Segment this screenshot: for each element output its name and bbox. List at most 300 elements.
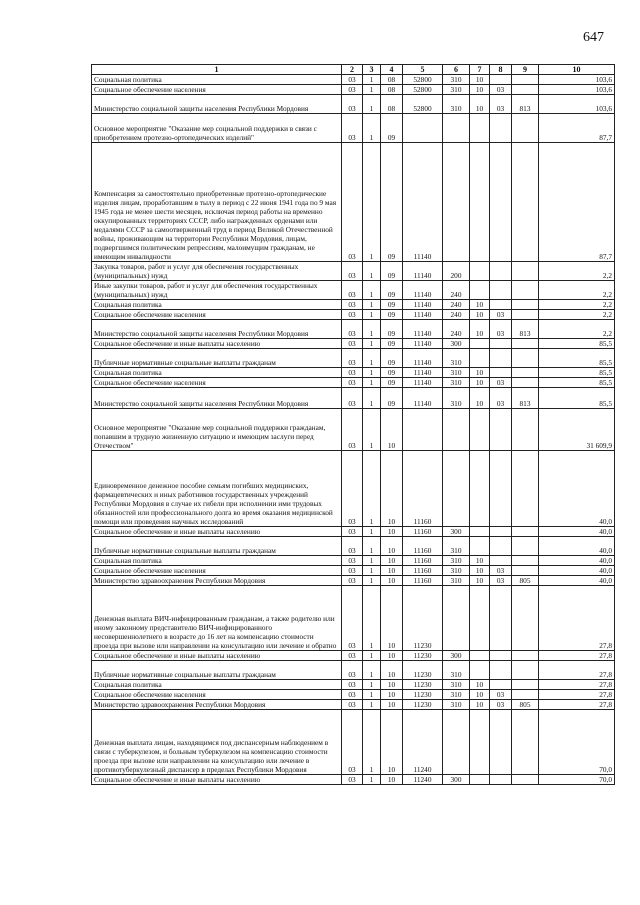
table-row: [92, 95, 615, 114]
row-code-cell: [490, 349, 512, 368]
row-name-cell: Публичные нормативные социальные выплаты гражданам: [92, 349, 342, 368]
row-code-cell: 11140: [403, 310, 443, 320]
row-code-cell: 10: [470, 85, 490, 95]
row-code-cell: 200: [443, 262, 470, 281]
row-code-cell: [490, 586, 512, 651]
row-code-cell: 03: [342, 576, 363, 586]
row-code-cell: 1: [363, 409, 381, 451]
row-code-cell: 03: [342, 775, 363, 785]
row-code-cell: 09: [381, 339, 403, 349]
row-code-cell: 85,5: [539, 378, 615, 388]
row-code-cell: 52800: [403, 95, 443, 114]
row-code-cell: 11140: [403, 281, 443, 300]
row-code-cell: [470, 651, 490, 661]
row-code-cell: [512, 680, 539, 690]
row-code-cell: 310: [443, 566, 470, 576]
row-code-cell: 08: [381, 85, 403, 95]
row-code-cell: 805: [512, 576, 539, 586]
row-code-cell: [443, 114, 470, 143]
row-code-cell: 27,8: [539, 651, 615, 661]
header-cell: 2: [342, 65, 363, 75]
row-code-cell: 310: [443, 680, 470, 690]
row-code-cell: 03: [342, 388, 363, 409]
table-row: [92, 262, 615, 281]
row-code-cell: 813: [512, 320, 539, 339]
row-code-cell: 2,2: [539, 281, 615, 300]
header-cell: 4: [381, 65, 403, 75]
row-name-cell: Министерство социальной защиты населения Республики Мордовия: [92, 388, 342, 409]
row-code-cell: 11140: [403, 300, 443, 310]
row-code-cell: 09: [381, 310, 403, 320]
row-code-cell: 11230: [403, 700, 443, 710]
row-code-cell: 11140: [403, 349, 443, 368]
row-code-cell: 09: [381, 143, 403, 262]
row-code-cell: 240: [443, 300, 470, 310]
row-code-cell: 40,0: [539, 556, 615, 566]
row-code-cell: 10: [470, 95, 490, 114]
row-code-cell: 03: [342, 262, 363, 281]
row-code-cell: 300: [443, 527, 470, 537]
header-cell: 5: [403, 65, 443, 75]
row-code-cell: 10: [381, 586, 403, 651]
row-code-cell: 10: [470, 576, 490, 586]
row-code-cell: 10: [381, 775, 403, 785]
row-code-cell: 10: [470, 320, 490, 339]
header-cell: 3: [363, 65, 381, 75]
table-row: [92, 114, 615, 143]
row-code-cell: 310: [443, 700, 470, 710]
row-code-cell: 03: [342, 378, 363, 388]
row-code-cell: 10: [381, 576, 403, 586]
header-cell: 7: [470, 65, 490, 75]
row-code-cell: 03: [490, 320, 512, 339]
row-code-cell: 52800: [403, 85, 443, 95]
row-code-cell: [470, 143, 490, 262]
table-row: [92, 300, 615, 310]
row-code-cell: 40,0: [539, 576, 615, 586]
row-code-cell: 11160: [403, 527, 443, 537]
row-code-cell: [512, 85, 539, 95]
row-code-cell: [512, 651, 539, 661]
budget-table: [91, 64, 615, 785]
row-code-cell: 11160: [403, 537, 443, 556]
row-code-cell: [490, 527, 512, 537]
row-name-cell: Компенсация за самостоятельно приобретенные протезно-ортопедические изделия лицам, проработавшим в тылу в период с 22 июня 1941 года по 9 мая 1945 года не менее шести месяцев, исключая период работы на временно оккупированных территориях СССР, либо награжденных орденами или медалями СССР за самоотверженный труд в период Великой Отечественной войны, проживающим на территории Республики Мордовия, лицам, подвергшимся политическим репрессиям, малоимущим гражданам, не имеющим инвалидности: [92, 143, 342, 262]
row-code-cell: 1: [363, 75, 381, 85]
row-name-cell: Публичные нормативные социальные выплаты гражданам: [92, 661, 342, 680]
row-name-cell: Социальное обеспечение населения: [92, 690, 342, 700]
table-row: [92, 85, 615, 95]
row-code-cell: 03: [342, 143, 363, 262]
row-code-cell: [512, 378, 539, 388]
row-name-cell: Денежная выплата ВИЧ-инфицированным гражданам, а также родителю или иному законному представителю ВИЧ-инфицированного несовершеннолетнего в возрасте до 16 лет на компенсацию стоимости проезда при вызове или направлении на консультацию или лечение и обратно: [92, 586, 342, 651]
row-code-cell: [490, 451, 512, 527]
row-code-cell: 11160: [403, 576, 443, 586]
row-code-cell: 03: [342, 339, 363, 349]
row-name-cell: Социальная политика: [92, 680, 342, 690]
row-code-cell: 10: [470, 680, 490, 690]
row-code-cell: [512, 661, 539, 680]
row-code-cell: 85,5: [539, 388, 615, 409]
row-code-cell: 10: [470, 566, 490, 576]
table-row: [92, 527, 615, 537]
row-code-cell: 03: [342, 310, 363, 320]
row-code-cell: 1: [363, 310, 381, 320]
table-row: [92, 451, 615, 527]
row-code-cell: [512, 527, 539, 537]
row-code-cell: 11140: [403, 320, 443, 339]
row-code-cell: 2,2: [539, 310, 615, 320]
row-code-cell: 03: [490, 378, 512, 388]
row-code-cell: [443, 409, 470, 451]
table-row: [92, 320, 615, 339]
row-code-cell: 03: [342, 566, 363, 576]
table-body: [92, 75, 615, 785]
row-code-cell: 03: [490, 700, 512, 710]
row-code-cell: 11160: [403, 451, 443, 527]
row-code-cell: [490, 680, 512, 690]
row-code-cell: [443, 143, 470, 262]
row-code-cell: 1: [363, 710, 381, 775]
header-cell: 10: [539, 65, 615, 75]
table-row: [92, 378, 615, 388]
row-code-cell: 03: [342, 700, 363, 710]
row-code-cell: 10: [470, 378, 490, 388]
row-code-cell: 310: [443, 690, 470, 700]
row-code-cell: [512, 556, 539, 566]
row-code-cell: 03: [342, 680, 363, 690]
row-name-cell: Социальная политика: [92, 75, 342, 85]
table-row: [92, 349, 615, 368]
row-code-cell: 40,0: [539, 566, 615, 576]
row-code-cell: 310: [443, 661, 470, 680]
row-name-cell: Министерство здравоохранения Республики Мордовия: [92, 700, 342, 710]
header-cell: 8: [490, 65, 512, 75]
row-code-cell: 1: [363, 586, 381, 651]
row-code-cell: 1: [363, 378, 381, 388]
row-code-cell: 10: [470, 310, 490, 320]
row-code-cell: 03: [342, 661, 363, 680]
row-code-cell: 03: [490, 85, 512, 95]
row-code-cell: 1: [363, 349, 381, 368]
row-code-cell: 03: [342, 349, 363, 368]
row-code-cell: 11140: [403, 378, 443, 388]
row-code-cell: 11230: [403, 651, 443, 661]
row-code-cell: 11140: [403, 262, 443, 281]
row-code-cell: 1: [363, 690, 381, 700]
row-name-cell: Социальное обеспечение населения: [92, 378, 342, 388]
row-name-cell: Социальное обеспечение населения: [92, 310, 342, 320]
row-code-cell: 03: [342, 114, 363, 143]
row-code-cell: [512, 75, 539, 85]
table-row: [92, 700, 615, 710]
row-code-cell: [443, 451, 470, 527]
row-code-cell: 03: [342, 320, 363, 339]
row-code-cell: 813: [512, 95, 539, 114]
row-code-cell: [443, 710, 470, 775]
row-code-cell: 03: [342, 651, 363, 661]
row-name-cell: Социальное обеспечение и иные выплаты населению: [92, 527, 342, 537]
row-name-cell: Социальная политика: [92, 368, 342, 378]
row-code-cell: 03: [342, 75, 363, 85]
row-name-cell: Социальная политика: [92, 556, 342, 566]
row-code-cell: 2,2: [539, 262, 615, 281]
row-code-cell: 240: [443, 320, 470, 339]
row-code-cell: 11240: [403, 710, 443, 775]
row-code-cell: 310: [443, 388, 470, 409]
row-code-cell: [490, 409, 512, 451]
row-code-cell: [512, 114, 539, 143]
row-code-cell: 03: [490, 388, 512, 409]
table-row: [92, 710, 615, 775]
row-code-cell: 1: [363, 114, 381, 143]
row-code-cell: [512, 690, 539, 700]
row-code-cell: 300: [443, 651, 470, 661]
row-code-cell: 1: [363, 680, 381, 690]
row-code-cell: 10: [470, 300, 490, 310]
row-code-cell: 09: [381, 349, 403, 368]
row-code-cell: 11240: [403, 775, 443, 785]
page-number: 647: [583, 30, 604, 45]
row-code-cell: 03: [490, 95, 512, 114]
row-code-cell: 2,2: [539, 300, 615, 310]
row-name-cell: Социальное обеспечение и иные выплаты населению: [92, 775, 342, 785]
row-code-cell: 240: [443, 310, 470, 320]
row-code-cell: [512, 300, 539, 310]
table-row: [92, 75, 615, 85]
row-code-cell: 1: [363, 651, 381, 661]
row-code-cell: 40,0: [539, 451, 615, 527]
row-code-cell: 85,5: [539, 339, 615, 349]
row-code-cell: 103,6: [539, 85, 615, 95]
row-code-cell: [470, 281, 490, 300]
row-code-cell: 240: [443, 281, 470, 300]
row-code-cell: [403, 114, 443, 143]
row-code-cell: 40,0: [539, 527, 615, 537]
row-code-cell: 1: [363, 576, 381, 586]
row-code-cell: 10: [381, 661, 403, 680]
row-code-cell: 10: [470, 690, 490, 700]
row-code-cell: 1: [363, 85, 381, 95]
row-code-cell: [470, 409, 490, 451]
row-code-cell: [512, 710, 539, 775]
row-name-cell: Социальная политика: [92, 300, 342, 310]
row-code-cell: [470, 775, 490, 785]
row-code-cell: 40,0: [539, 537, 615, 556]
row-code-cell: 52800: [403, 75, 443, 85]
row-code-cell: 87,7: [539, 143, 615, 262]
row-code-cell: 11140: [403, 339, 443, 349]
row-name-cell: Закупка товаров, работ и услуг для обеспечения государственных (муниципальных) нужд: [92, 262, 342, 281]
row-code-cell: [490, 300, 512, 310]
row-code-cell: [470, 527, 490, 537]
row-code-cell: [490, 537, 512, 556]
row-code-cell: [512, 368, 539, 378]
row-code-cell: 09: [381, 368, 403, 378]
row-code-cell: 1: [363, 368, 381, 378]
row-code-cell: [490, 556, 512, 566]
row-code-cell: [512, 566, 539, 576]
row-code-cell: 1: [363, 339, 381, 349]
table-row: [92, 310, 615, 320]
row-code-cell: [490, 710, 512, 775]
row-code-cell: 10: [381, 680, 403, 690]
row-code-cell: [512, 349, 539, 368]
row-code-cell: 11230: [403, 586, 443, 651]
row-code-cell: 10: [381, 566, 403, 576]
row-code-cell: 85,5: [539, 349, 615, 368]
row-code-cell: 10: [470, 556, 490, 566]
row-code-cell: 1: [363, 566, 381, 576]
row-code-cell: [490, 651, 512, 661]
table-row: [92, 339, 615, 349]
row-code-cell: [490, 661, 512, 680]
row-code-cell: 11230: [403, 690, 443, 700]
row-code-cell: 1: [363, 320, 381, 339]
row-code-cell: 310: [443, 368, 470, 378]
row-code-cell: 1: [363, 143, 381, 262]
row-code-cell: [470, 262, 490, 281]
row-code-cell: 310: [443, 75, 470, 85]
row-code-cell: 08: [381, 75, 403, 85]
row-code-cell: 1: [363, 700, 381, 710]
row-code-cell: 11140: [403, 368, 443, 378]
row-code-cell: 09: [381, 320, 403, 339]
row-code-cell: 27,8: [539, 661, 615, 680]
row-code-cell: 813: [512, 388, 539, 409]
row-code-cell: 10: [470, 388, 490, 409]
row-code-cell: 310: [443, 556, 470, 566]
row-code-cell: 2,2: [539, 320, 615, 339]
row-code-cell: [512, 775, 539, 785]
table-row: [92, 388, 615, 409]
row-code-cell: 85,5: [539, 368, 615, 378]
row-code-cell: [490, 281, 512, 300]
row-name-cell: Социальное обеспечение и иные выплаты населению: [92, 651, 342, 661]
table-row: [92, 537, 615, 556]
row-code-cell: 09: [381, 114, 403, 143]
row-code-cell: 1: [363, 661, 381, 680]
row-code-cell: 10: [470, 700, 490, 710]
row-code-cell: 1: [363, 281, 381, 300]
row-code-cell: 27,8: [539, 680, 615, 690]
row-code-cell: 09: [381, 378, 403, 388]
row-code-cell: 1: [363, 556, 381, 566]
header-cell: 6: [443, 65, 470, 75]
row-code-cell: 03: [342, 95, 363, 114]
table-row: [92, 143, 615, 262]
row-code-cell: 805: [512, 700, 539, 710]
row-name-cell: Министерство здравоохранения Республики Мордовия: [92, 576, 342, 586]
row-code-cell: 03: [490, 576, 512, 586]
row-code-cell: 03: [342, 409, 363, 451]
row-code-cell: 27,8: [539, 700, 615, 710]
row-code-cell: 11230: [403, 680, 443, 690]
table-row: [92, 566, 615, 576]
row-code-cell: [512, 409, 539, 451]
row-code-cell: [490, 143, 512, 262]
row-name-cell: Денежная выплата лицам, находящимся под диспансерным наблюдением в связи с туберкулезом, и больным туберкулезом на компенсацию стоимости проезда при вызове или направлении на консультацию или лечение в противотуберкулезный диспансер в пределах Республики Мордовия: [92, 710, 342, 775]
row-code-cell: [470, 661, 490, 680]
row-code-cell: 03: [490, 310, 512, 320]
row-code-cell: [512, 451, 539, 527]
table-row: [92, 690, 615, 700]
row-code-cell: 310: [443, 378, 470, 388]
row-code-cell: 03: [342, 527, 363, 537]
row-name-cell: Публичные нормативные социальные выплаты гражданам: [92, 537, 342, 556]
row-code-cell: 70,0: [539, 775, 615, 785]
row-code-cell: 11230: [403, 661, 443, 680]
row-code-cell: 87,7: [539, 114, 615, 143]
row-code-cell: 1: [363, 388, 381, 409]
row-code-cell: 11140: [403, 143, 443, 262]
row-name-cell: Социальное обеспечение населения: [92, 566, 342, 576]
row-code-cell: [470, 710, 490, 775]
row-code-cell: 10: [381, 451, 403, 527]
row-code-cell: 03: [342, 300, 363, 310]
row-code-cell: 09: [381, 388, 403, 409]
row-code-cell: [490, 75, 512, 85]
row-code-cell: 310: [443, 537, 470, 556]
row-code-cell: [470, 537, 490, 556]
row-code-cell: 310: [443, 576, 470, 586]
row-code-cell: 10: [381, 527, 403, 537]
row-code-cell: 03: [490, 566, 512, 576]
row-code-cell: 03: [490, 690, 512, 700]
row-code-cell: [443, 586, 470, 651]
row-code-cell: [490, 114, 512, 143]
row-code-cell: [490, 339, 512, 349]
row-code-cell: [470, 339, 490, 349]
table-row: [92, 651, 615, 661]
table-row: [92, 556, 615, 566]
row-name-cell: Основное мероприятие "Оказание мер социальной поддержки гражданам, попавшим в трудную жизненную ситуацию и имеющим заслуги перед Отечеством": [92, 409, 342, 451]
row-code-cell: 27,8: [539, 586, 615, 651]
row-code-cell: 27,8: [539, 690, 615, 700]
row-code-cell: 03: [342, 451, 363, 527]
row-code-cell: 08: [381, 95, 403, 114]
row-code-cell: 10: [381, 556, 403, 566]
row-code-cell: 103,6: [539, 75, 615, 85]
row-code-cell: 10: [381, 651, 403, 661]
table-row: [92, 576, 615, 586]
row-code-cell: 11160: [403, 566, 443, 576]
row-code-cell: [512, 537, 539, 556]
row-code-cell: 1: [363, 300, 381, 310]
row-code-cell: 09: [381, 300, 403, 310]
row-name-cell: Единовременное денежное пособие семьям погибших медицинских, фармацевтических и иных работников государственных учреждений Республики Мордовия в случае их гибели при исполнении ими трудовых обязанностей или профессионального долга во время оказания медицинской помощи или проведения научных исследований: [92, 451, 342, 527]
table-row: [92, 680, 615, 690]
row-name-cell: Основное мероприятие "Оказание мер социальной поддержки в связи с приобретением протезно-ортопедических изделий": [92, 114, 342, 143]
row-code-cell: 03: [342, 710, 363, 775]
row-code-cell: [470, 349, 490, 368]
row-code-cell: [490, 775, 512, 785]
table-row: [92, 368, 615, 378]
header-cell: 9: [512, 65, 539, 75]
row-code-cell: 300: [443, 339, 470, 349]
row-code-cell: 10: [470, 368, 490, 378]
row-name-cell: Министерство социальной защиты населения Республики Мордовия: [92, 95, 342, 114]
row-code-cell: 10: [381, 700, 403, 710]
row-code-cell: 310: [443, 85, 470, 95]
row-code-cell: 09: [381, 262, 403, 281]
row-code-cell: [470, 114, 490, 143]
row-code-cell: 03: [342, 537, 363, 556]
row-code-cell: [470, 451, 490, 527]
table-row: [92, 281, 615, 300]
row-code-cell: [512, 310, 539, 320]
table-header-row: [92, 65, 615, 75]
